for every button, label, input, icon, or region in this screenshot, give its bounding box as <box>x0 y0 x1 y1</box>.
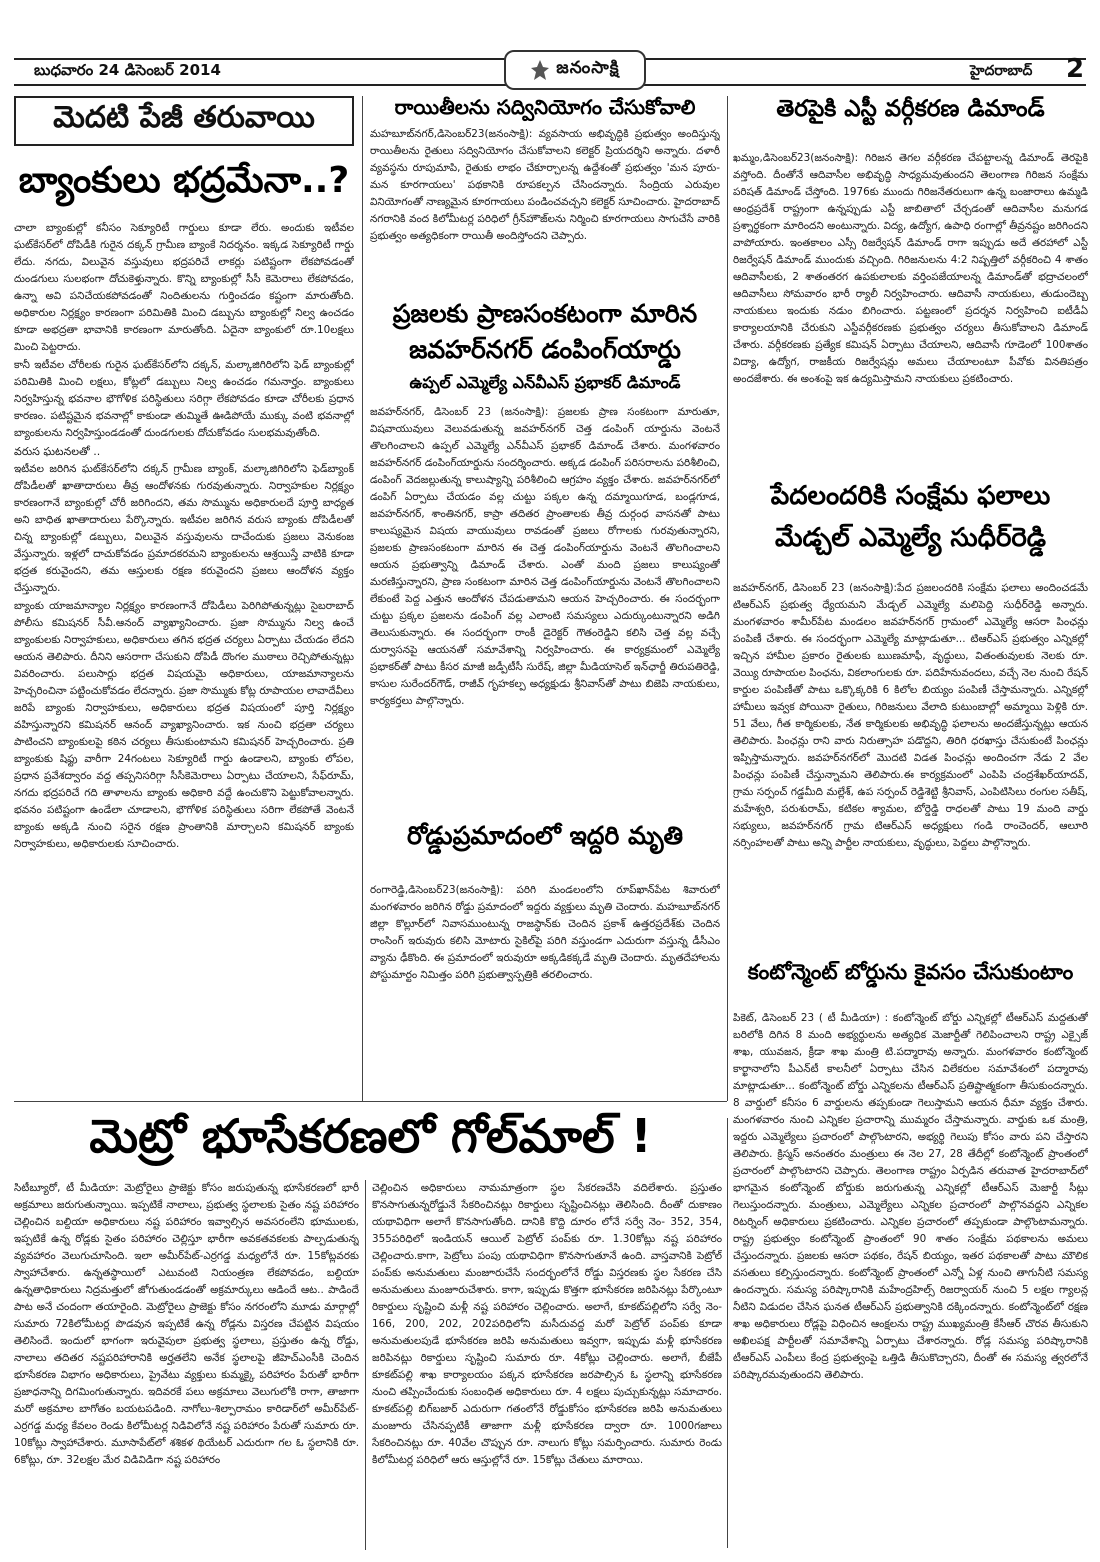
logo-text: జనంసాక్షి <box>556 58 620 78</box>
continued-from-front-box: మెదటి పేజీ తరువాయి <box>14 96 354 146</box>
metro-headline: మెట్రో భూసేకరణలో గోల్‌మాల్‌ ! <box>89 1109 652 1163</box>
banks-paragraph: బ్యాంకు యాజమాన్యాల నిర్లక్ష్యం కారణంగానే దోపిడీలు పెరిగిపోతున్నట్లు సైబరాబాద్‌ పోలీసు కమిషనర్‌ సీవీ.ఆనంద్‌ వ్యాఖ్యానించారు. ప్రజా సొమ్మును నిల్వ ఉంచే బ్యాంకులకు నిర్వాహకులు, అధికారులు తగిన భద్రత చర్యలు ఏర్పాటు చేయడం లేదని ఆయన తెలిపారు. దీనిని ఆసరాగా చేసుకుని దోపిడీ దొంగల ముఠాలు రెచ్చిపోతున్నట్లు వివరించారు. పలుసార్లు భద్రత విషయమై అధికారులు, యాజమాన్యాలను హెచ్చరించినా పట్టించుకోవడం లేదన్నారు. ప్రజా సొమ్ముకు కోట్ల రూపాయల లావాదేవీలు జరిపే బ్యాంకు నిర్వాహకులు, అధికారులు భద్రత విషయంలో పూర్తి నిర్లక్ష్యం వహిస్తున్నారని కమిషనర్‌ ఆనంద్‌ వ్యాఖ్యానించారు. ఇక నుంచి భద్రతా చర్యలు పాటించని బ్యాంకులపై కఠిన చర్యలు తీసుకుంటామని కమిషనర్‌ హెచ్చరించారు. ప్రతి బ్యాంకుకు షిఫ్టు వారీగా 24గంటలు సెక్యూరిటీ గార్డు ఉండాలని, బ్యాంకు లోపల, ప్రధాన ప్రవేశద్వారం వద్ద తప్పనిసరిగ్గా సీసీకెమెరాలు ఏర్పాటు చేయాలని, సేఫ్‌రూమ్‌, నగదు భద్రపరిచే గది తాళాలను బ్యాంకు అధికారి వద్దే ఉంచుకొని పెట్టుకోవాలన్నారు. భవనం పటిష్టంగా ఉండేలా చూడాలని, భౌగోళిక పరిస్థితులు సరిగా లేకపోతే వెంటనే బ్యాంకు అక్కడి నుంచి సరైన రక్షణ ప్రాంతానికి మార్చాలని కమిషనర్‌ బ్యాంకు నిర్వాహకులు, అధికారులకు సూచించారు. <box>14 600 354 850</box>
metro-article-body-col1: సిటీబ్యూరో, టీ మీడియా: మెట్రోరైలు ప్రాజెక్టు కోసం జరుపుతున్న భూసేకరణలో భారీ అక్రమాలు జరుగుతున్నాయి. ఇప్పటికే నాలాలు, ప్రభుత్వ స్థలాలకు సైతం నష్ట పరిహారం చెల్లించిన బల్దియా అధికారులు నష్ట పరిహారం ఇవ్వాల్సిన అవసరంలేని భూములకు, ఇప్పటికే ఉన్న రోడ్లకు సైతం పరిహారం చెల్లిస్తూ భారీగా అవకతవకలకు పాల్పడుతున్న వ్యవహారం వెలుగుచూసింది. ఇలా అమీర్‌పేట్‌-ఎర్రగడ్డ మధ్యలోనే రూ. 15కోట్లవరకు స్వాహాచేశారు. ఉన్నతస్థాయిలో ఎటువంటి నియంత్రణ లేకపోవడం, బల్దియా ఉన్నతాధికారులు నిద్రమత్తులో జోగుతుండడంతో అక్రమార్కులు ఆడిందే ఆట.. పాడిందే పాట అనే చందంగా తయారైంది. మెట్రోరైలు ప్రాజెక్టు కోసం నగరంలోని మూడు మార్గాల్లో సుమారు 72కిలోమీటర్ల పొడవున ఇప్పటికే ఉన్న రోడ్లను విస్తరణ చేపట్టిన విషయం తెలిసిందే. ఇందులో భాగంగా ఇరువైపులా ప్రభుత్వ స్థలాలు, ప్రస్తుతం ఉన్న రోడ్డు, నాలాలు తదితర నష్టపరిహారానికి అర్హతలేని అనేక స్థలాలపై జీహెచ్‌ఎంసీకి చెందిన భూసేకరణ విభాగం అధికారులు, ప్రైవేటు వ్యక్తులు కుమ్మక్కై పరిహారం పేరుతో భారీగా ప్రజాధనాన్ని దిగమింగుతున్నారు. ఇదివరకే పలు అక్రమాలు వెలుగులోకి రాగా, తాజాగా మరో అక్రమాల బాగోతం బయటపడింది. నాగోలు-శిల్పారామం కారిడార్‌లో అమీర్‌పేట్‌-ఎర్రగడ్డ మధ్య కేవలం రెండు కిలోమీటర్ల నిడివిలోనే నష్ట పరిహారం పేరుతో సుమారు రూ. 10కోట్లు స్వాహాచేశారు. మూసాపేట్‌లో శశికళ థియేటర్‌ ఎదురుగా గల ఓ స్థలానికి రూ. 6కోట్లు, రూ. 32లక్షల మేర విడివిడిగా నష్ట పరిహారం <box>14 1182 359 1466</box>
farmers-headline: రాయితీలను సద్వినియోగం చేసుకోవాలి <box>394 95 696 119</box>
dumping-headline-line1: ప్రజలకు ప్రాణసంకటంగా మారిన <box>392 299 698 328</box>
dumping-article-body: జవహర్‌నగర్‌, డిసెంబర్‌ 23 (జనంసాక్షి): ప్రజలకు ప్రాణ సంకటంగా మారుతూ, విషవాయువులు వెలువడుతున్న జవహర్‌నగర్‌ చెత్త డంపింగ్‌ యార్డును వెంటనే తొలగించాలని ఉప్పల్‌ ఎమ్మెల్యే ఎన్‌వీఎస్‌ ప్రభాకర్‌ డిమాండ్‌ చేశారు. మంగళవారం జవహర్‌నగర్‌ డంపింగ్‌యార్డును సందర్శించారు. అక్కడ డంపింగ్‌ పరిసరాలను పరిశీలించి, డంపింగ్‌ వెదజల్లుతున్న కాలుష్యాన్ని పరిశీలించి ఆగ్రహం వ్యక్తం చేశారు. జవహర్‌నగర్‌లో డంపిగ్‌ ఏర్పాటు చేయడం వల్ల చుట్టు పక్కల ఉన్న దమ్మాయిగూడ, బండ్లగూడ, జవహర్‌నగర్‌, శాంతినగర్‌, కాప్రా తదితర ప్రాంతాలకు తీవ్ర దుర్గంధ వాసనతో పాటు కాలుష్యమైన విషయ వాయువులు రావడంతో ప్రజలు రోగాలకు గురవుతున్నారని, ప్రజలకు ప్రాణసంకటంగా మారిన ఈ చెత్త డంపింగ్‌యార్డును వెంటనే తొలగించాలని ఆయన ప్రభుత్వాన్ని డిమాండ్‌ చేశారు. ఎంతో మంది ప్రజలు కాలుష్యంతో మరణిస్తున్నారని, ప్రాణ సంకటంగా మారిన చెత్త డంపింగ్‌యార్డును వెంటనే తొలగించాలని లేకుంటే పెద్ద ఎత్తున ఆందోళన చేపడుతామని ఆయన హెచ్చరించారు. ఈ సందర్భంగా చుట్టు ప్రక్కల ప్రజలను డంపింగ్‌ వల్ల ఎలాంటి సమస్యలు ఎదుర్కుంటున్నారని అడిగి తెలుసుకున్నారు. ఈ సందర్భంగా రాంకీ డైరెక్టర్‌ గౌతంరెడ్డిని కలిసి చెత్త వల్ల వచ్చే దుర్వాసనపై ఆయనతో సమావేశాన్ని నిర్వహించారు. ఈ కార్యక్రమంలో ఎమ్మెల్యే ప్రభాకర్‌తో పాటు కీసర మాజీ జడ్పీటీసీ సురేష్‌, జిల్లా మీడియాసెల్‌ ఇన్‌ఛార్జీ తిరుపతిరెడ్డి, కాసుల సురేందర్‌గౌడ్‌, రాజీవ్‌ గృహకల్ప అధ్యక్షుడు శ్రీనివాస్‌తో పాటు బిజెపి నాయకులు, కార్యకర్తలు పాల్గొన్నారు. <box>370 406 720 707</box>
welfare-headline-line2: మేడ్చల్‌ ఎమ్మెల్యే సుధీర్‌రెడ్డి <box>774 523 1047 553</box>
banks-article-body <box>14 220 354 1105</box>
edition-city: హైదరాబాద్ <box>970 62 1033 79</box>
column-divider <box>362 96 363 1101</box>
dumping-subheadline: ఉప్పల్‌ ఎమ్మెల్యే ఎన్‌వీఎస్‌ ప్రభాకర్‌ డిమాండ్‌ <box>409 373 681 392</box>
metro-article-body-col2: చెల్లించిన అధికారులు నామమాత్రంగా స్థల సేకరణచేసి వదిలేశారు. ప్రస్తుతం కొనసాగుతున్నరోడ్డునే సేకరించినట్లు రికార్డులు సృష్టించినట్లు తెలిసింది. దీంతో దుకాణం యథావిధిగా అలాగే కొనసాగుతోంది. దానికి కొద్ది దూరం లోనే సర్వే నెం- 352, 354, 355పరిధిలో ఇండియన్‌ ఆయిల్‌ పెట్రోల్‌ పంప్‌కు రూ. 1.30కోట్లు నష్ట పరిహారం చెల్లించారు.కాగా, పెట్రోలు పంపు యథావిధిగా కొనసాగుతూనే ఉంది. వాస్తవానికి పెట్రోల్‌ పంప్‌కు అనుమతులు మంజూరుచేసే సందర్భంలోనే రోడ్డు విస్తరణకు స్థల సేకరణ చేసి అనుమతులు మంజూరుచేశారు. కాగా, ఇప్పుడు కొత్తగా భూసేకరణ జరిపినట్లు పేర్కొంటూ రికార్డులు సృష్టించి మళ్లీ నష్ట పరిహారం చెల్లించారు. అలాగే, కూకట్‌పల్లిలోని సర్వే నెం- 166, 200, 202, 202పరిధిలోని మసీదువద్ద మరో పెట్రోల్‌ పంప్‌కు కూడా అనుమతులపుడే భూసేకరణ జరిపి అనుమతులు ఇవ్వగా, ఇప్పుడు మళ్లీ భూసేకరణ జరిపినట్లు రికార్డులు సృష్టించి సుమారు రూ. 4కోట్లు చెల్లించారు. అలాగే, బీజేపీ కూకట్‌పల్లి శాఖ కార్యాలయం పక్కన భూసేకరణ జరపాల్సిన ఓ స్థలాన్ని భూసేకరణ నుంచి తప్పించేందుకు సంబంధిత అధికారులు రూ. 4 లక్షలు పుచ్చుకున్నట్లు సమాచారం. కూకట్‌పల్లి బిగ్‌బజార్‌ ఎదురుగా గతంలోనే రోడ్డుకోసం భూసేకరణ జరిపి అనుమతులు మంజూరు చేసినప్పటికీ తాజాగా మళ్లీ భూసేకరణ ద్వారా రూ. 1000గజాలు సేకరించినట్లు రూ. 40వేల చొప్పున రూ. నాలుగు కోట్లు సమర్పించారు. సుమారు రెండు కిలోమీటర్ల పరిధిలో ఆరు ఆస్తుల్లోనే రూ. 15కోట్లు చేతులు మారాయి. <box>372 1182 722 1466</box>
st-headline: తెరపైకి ఎస్టీ వర్గీకరణ డిమాండ్‌ <box>776 96 1045 122</box>
column-divider <box>727 1118 728 1548</box>
st-article-body: ఖమ్మం,డిసెంబర్‌23(జనంసాక్షి): గిరిజన తెగల వర్గీకరణ చేపట్టాలన్న డిమాండ్‌ తెరపైకి వస్తోంది. దీంతోనే ఆదివాసీల అభివృద్ధి సాధ్యమవుతుందని తెలంగాణ గిరిజన సంక్షేమ పరిషత్‌ డిమాండ్‌ చేస్తోంది. 1976కు ముందు గిరిజనేతరులుగా ఉన్న బంజారాలు ఉమ్మడి ఆంధ్రప్రదేశ్‌ రాష్ట్రంగా ఉన్నప్పుడు ఎస్టీ జాబితాలో చేర్చడంతో ఆదివాసీల మనుగడ ప్రశ్నార్థకంగా మారిందని అంటున్నారు. విద్య, ఉద్యోగ, ఉపాధి రంగాల్లో తీవ్రనష్టం జరిగిందని వాపోయారు. ఇంతకాలం ఎస్సీ రిజర్వేషన్‌ డిమాండ్‌ రాగా ఇప్పుడు అదే తరహాలో ఎస్టీ రిజర్వేషన్‌ డిమాండ్‌ ముందుకు వచ్చింది. గిరిజనులను 4:2 నిష్పత్తిలో వర్గీకరించి 4 శాతం ఆదివాసీలకు, 2 శాతంతరగ ఉపకులాలకు వర్తింపజేయాలన్న డిమాండ్‌తో భద్రాచలంలో ఆదివాసీలు సోమవారం భారీ ర్యాలీ నిర్వహించారు. ఆదివాసీ నాయకులు, తుడుందెబ్బ నాయకులు ఇందుకు నడుం బిగించారు. పట్టణంలో ప్రదర్శన నిర్వహించి ఐటీడీఏ కార్యాలయానికి చేరుకుని ఎస్టీవర్గీకరణకు ప్రభుత్వం చర్యలు తీసుకోవాలని డిమాండ్‌ చేశారు. వర్గీకరణకు ప్రత్యేక కమిషన్‌ ఏర్పాటు చేయాలని, ఆదివాసీ గూడెంలో 100శాతం విద్యా, ఉద్యోగ, రాజకీయ రిజర్వేషన్లు అమలు చేయాలంటూ పీవోకు వినతిపత్రం అందజేశారు. ఈ అంశంపై ఇక ఉద్యమిస్తామని నాయకులు ప్రకటించారు. <box>733 152 1088 385</box>
banks-subhead: వరుస ఘటనలతో .. <box>14 445 101 458</box>
column-divider <box>365 1180 366 1550</box>
cantonment-headline: కంటోన్మెంట్‌ బోర్డును కైవసం చేసుకుంటాం <box>747 960 1074 984</box>
issue-date: బుధవారం 24 డిసెంబర్ 2014 <box>34 61 221 79</box>
newspaper-logo <box>504 50 646 90</box>
masthead <box>14 54 1086 86</box>
banks-headline: బ్యాంకులు భద్రమేనా..? <box>18 160 350 201</box>
banks-paragraph: కానీ ఇటీవల చోరీలకు గురైన ఘట్‌కేసర్‌లోని దక్కన్‌, మల్కాజిగిరిలోని ఫెడ్‌ బ్యాంకుల్లో పరిమితికి మించి లక్షలు, కోట్లలో డబ్బులు నిల్వ ఉంచడం గమనార్హం. బ్యాంకులు నిర్వహిస్తున్న భవనాల భౌగోళిక పరిస్థితులు సరిగ్గా లేకపోవడం కూడా చోరీలకు ప్రధాన కారణం. పటిష్టమైన భవనాల్లో కాకుండా తుమ్మితే ఊడిపోయే ముక్కు వంటి భవనాల్లో బ్యాంకులను నిర్వహిస్తుండడంతో దుండగులకు దోచుకోవడం సులభమవుతోంది. <box>14 359 354 439</box>
accident-article-body: రంగారెడ్డి,డిసెంబర్‌23(జనంసాక్షి): పరిగి మండలంలోని రూప్‌ఖాన్‌పేట శివారులో మంగళవారం జరిగిన రోడ్డు ప్రమాదంలో ఇద్దరు వ్యక్తులు మృతి చెందారు. మహబూబ్‌నగర్‌ జిల్లా కొల్లూర్‌లో నివాసముంటున్న రాజస్థాన్‌కు చెందిన ప్రకాశ్‌ ఉత్తరప్రదేశ్‌కు చెందిన రాంసింగ్‌ ఇరువురు కలిసి మోటారు సైకిల్‌పై పరిగి వస్తుండగా ఎదురుగా వస్తున్న డీసీఎం వ్యాను ఢీకొంది. ఈ ప్రమాదంలో ఇరువురూ అక్కడికక్కడే మృతి చెందారు. మృతదేహాలను పోస్టుమార్టం నిమిత్తం పరిగి ప్రభుత్వాస్పత్రికి తరలించారు. <box>370 884 720 981</box>
logo-emblem-icon <box>530 59 550 81</box>
welfare-headline-line1: పేదలందరికి సంక్షేమ ఫలాలు <box>770 481 1051 511</box>
page-number: 2 <box>1066 54 1085 84</box>
banks-paragraph: చాలా బ్యాంకుల్లో కనీసం సెక్యూరిటీ గార్డులు కూడా లేరు. అందుకు ఇటీవల ఘట్‌కేసర్‌లో దోపిడీకి గురైన దక్కన్‌ గ్రామీణ బ్యాంకే నిదర్శనం. ఇక్కడ సెక్యూరిటీ గార్డు లేదు. నగదు, విలువైన వస్తువులు భద్రపరిచే లాకర్లు పటిష్టంగా లేకపోవడంతో దుండగులు సులభంగా దోచుకెళ్తున్నారు. కొన్ని బ్యాంకుల్లో సీసీ కెమెరాలు లేకపోవడం, ఉన్నా అవి పనిచేయకపోవడంతో నిందితులను గుర్తించడం కష్టంగా మారుతోంది. అధికారుల నిర్లక్ష్యం కారణంగా పరిమితికి మించి డబ్బును బ్యాంకుల్లో నిల్వ ఉంచడం కూడా అభద్రతా భావానికి కారణంగా మారుతోంది. ఏదైనా బ్యాంకులో రూ.10లక్షలు మించి పెట్టరాదు. <box>14 222 354 353</box>
banks-paragraph: ఇటీవల జరిగిన ఘట్‌కేసర్‌లోని దక్కన్‌ గ్రామీణ బ్యాంక్‌, మల్కాజిగిరిలోని ఫెడ్‌బ్యాంక్‌ దోపిడీలతో ఖాతాదారులు తీవ్ర ఆందోళనకు గురవుతున్నారు. నిర్వాహకుల నిర్లక్ష్యం కారణంగానే బ్యాంకుల్లో చోరీ జరిగిందని, తమ సొమ్మును అధికారులదే పూర్తి బాధ్యత అని బాధిత ఖాతాదారులు పేర్కొన్నారు. ఇటీవల జరిగిన వరుస బ్యాంకు దోపిడీలతో చిన్న బ్యాంకుల్లో డబ్బులు, విలువైన వస్తువులను దాచేందుకు ప్రజలు వెనుకంజ వేస్తున్నారు. ఇళ్లలో దాచుకోవడం ప్రమాదకరమని బ్యాంకులను ఆశ్రయిస్తే వాటికి కూడా భద్రత కరువైందని, తమ ఆస్తులకు రక్షణ కరువైందని ప్రజలు ఆందోళన వ్యక్తం చేస్తున్నారు. <box>14 463 354 594</box>
farmers-article-body: మహబూబ్‌నగర్‌,డిసెంబర్‌23(జనంసాక్షి): వ్యవసాయ అభివృద్ధికి ప్రభుత్వం అందిస్తున్న రాయితీలను రైతులు సద్వినియోగం చేసుకోవాలని కలెక్టర్‌ ప్రియదర్శిని అన్నారు. దళారీ వ్యవస్థను రూపుమాపి, రైతుకు లాభం చేకూర్చాలన్న ఉద్దేశంతో ప్రభుత్వం 'మన పూరు-మన కూరగాయలు' పథకానికి రూపకల్పన చేసిందన్నారు. సేంద్రియ ఎరువుల వినియోగంతో నాణ్యమైన కూరగాయలు పండించవచ్చని కలెక్టర్‌ సూచించారు. హైదరాబాద్‌ నగరానికి వంద కిలోమీటర్ల పరిధిలో గ్రీన్‌హౌజ్‌లను నిర్మించి కూరగాయలు సాగుచేసే వారికి ప్రభుత్వం అత్యధికంగా రాయితీ అందిస్తోందని చెప్పారు. <box>370 128 720 242</box>
welfare-article-body: జవహర్‌నగర్‌, డిసెంబర్‌ 23 (జనంసాక్షి):పేద ప్రజలందరికి సంక్షేమ ఫలాలు అందించడమే టిఆర్‌ఎస్‌ ప్రభుత్వ ధ్యేయమని మేడ్చల్‌ ఎమ్మెల్యే మలిపెద్ది సుధీర్‌రెడ్డి అన్నారు. మంగళవారం శామీర్‌పేట మండలం జవహర్‌నగర్‌ గ్రామంలో ఎమ్మెల్యే ఆసరా పింఛన్లు పంపిణీ చేశారు. ఈ సందర్భంగా ఎమ్మెల్యే మాట్లాడుతూ... టిఆర్‌ఎస్‌ ప్రభుత్వం ఎన్నికల్లో ఇచ్చిన హామీల ప్రకారం రైతులకు ఋణమాఫీ, వృద్ధులు, వితంతువులకు నెలకు రూ. వెయ్యి రూపాయల పింఛను, వికలాంగులకు రూ. పదిహేనువందలు, వచ్చే నెల నుంచి రేషన్‌ కార్డుల పంపిణీతో పాటు ఒక్కొక్కరికి 6 కిలోల బియ్యం పంపిణీ చేస్తామన్నారు. ఎన్నికల్లో హామీలు ఇవ్వక పోయినా రైతులు, గిరిజనులు వేలాది కుటుంబాల్లో అమ్మాయి పెళ్లికి రూ. 51 వేలు, గీత కార్మికులకు, నేత కార్మికులకు అభివృద్ధి ఫలాలను అందజేస్తున్నట్లు ఆయన తెలిపారు. పింఛన్లు రాని వారు నిరుత్సాహ పడొద్దని, తిరిగి ధరఖాస్తు చేసుకుంటే పింఛన్లు ఇప్పిస్తామన్నారు. జవహర్‌నగర్‌లో మొదటి విడత పింఛన్లు అందించగా నేడు 2 వేల పింఛన్లు పంపిణీ చేస్తున్నామని తెలిపారు.ఈ కార్యక్రమంలో ఎంపిపి చంద్రశేఖర్‌యాదవ్‌, గ్రామ సర్పంచ్‌ గడ్డమీది మల్లేశ్‌, ఉప సర్పంచ్‌ రెడ్డిశెట్టి శ్రీనివాస్‌, ఎంపిటిసిలు రంగుల సతీష్‌, మహేశ్వరి, పరుశురామ్‌, కటికల శ్యామల, బోర్డెడ్డి రాధలతో పాటు 19 మంది వార్డు సభ్యులు, జవహర్‌నగర్‌ గ్రామ టిఆర్‌ఎస్‌ అధ్యక్షులు గండి రాంచెందర్‌, ఆలూరి నర్సింహలతో పాటు అన్ని పార్టీల నాయకులు, వృద్ధులు, పెద్దలు పాల్గొన్నారు. <box>733 582 1088 849</box>
column-divider <box>727 96 728 1101</box>
dumping-headline-line2: జవహర్‌నగర్‌ డంపింగ్‌యార్డు <box>409 335 681 364</box>
cantonment-article-body: పికెట్‌, డిసెంబర్‌ 23 ( టీ మీడియా) : కంటోన్మెంట్‌ బోర్డు ఎన్నికల్లో టీఆర్‌ఎస్‌ మద్దతుతో బరిలోకి దిగిన 8 మంది అభ్యర్థులను అత్యధిక మెజార్టీతో గెలిపించాలని రాష్ట్ర ఎక్సైజ్‌ శాఖ, యువజన, క్రీడా శాఖ మంత్రి టి.పద్మారావు అన్నారు. మంగళవారం కంటోన్మెంట్‌ కార్ఖానాలోని పీఎన్‌టీ కాలనీలో ఏర్పాటు చేసిన విలేకరుల సమావేశంలో పద్మారావు మాట్లాడుతూ... కంటోన్మెంట్‌ బోర్డు ఎన్నికలను టీఆర్‌ఎస్‌ ప్రతిష్టాత్మకంగా తీసుకుందన్నారు. 8 వార్డులో కనీసం 6 వార్డులను తప్పకుండా గెలుస్తామని ఆయన ధీమా వ్యక్తం చేశారు. మంగళవారం నుంచి ఎన్నికల ప్రచారాన్ని ముమ్మరం చేస్తామన్నారు. వార్డుకు ఒక మంత్రి, ఇద్దరు ఎమ్మెల్యేలు ప్రచారంలో పాల్గొంటారని, అభ్యర్థి గెలుపు కోసం వారు పని చేస్తారని తెలిపారు. క్రిస్మస్‌ అనంతరం మంత్రులు ఈ నెల 27, 28 తేదీల్లో కంటోన్మెంట్‌ ప్రాంతంలో ప్రచారంలో పాల్గొంటారని చెప్పారు. తెలంగాణ రాష్ట్రం ఏర్పడిన తరువాత హైదరాబాద్‌లో భాగమైన కంటోన్మెంట్‌ బోర్డుకు జరుగుతున్న ఎన్నికల్లో టీఆర్‌ఎస్‌ మెజార్టీ సీట్లు గెలుస్తుందన్నారు. మంత్రులు, ఎమ్మెల్యేలు ఎన్నికల ప్రచారంలో పాల్గొనవద్దని ఎన్నికల రిటర్నింగ్‌ అధికారులు ప్రకటించారు. ఎన్నికల ప్రచారంలో తప్పకుండా పాల్గొంటామన్నారు. రాష్ట్ర ప్రభుత్వం కంటోన్మెంట్‌ ప్రాంతంలో 90 శాతం సంక్షేమ పథకాలను అమలు చేస్తుందన్నారు. ప్రజలకు ఆసరా పథకం, రేషన్‌ బియ్యం, ఇతర పథకాలతో పాటు మౌలిక వసతులు కల్పిస్తుందన్నారు. కంటోన్మెంట్‌ ప్రాంతంలో ఎన్నో ఏళ్ల నుంచి తాగునీటి సమస్య ఉందన్నారు. సమస్య పరిష్కారానికి మహేంద్రహిల్స్‌ రిజర్వాయర్‌ నుంచి 5 లక్షల గ్యాలన్ల నీటిని విడుదల చేసిన ఘనత టీఆర్‌ఎస్‌ ప్రభుత్వానికి దక్కిందన్నారు. కంటోన్మెంట్‌లో రక్షణ శాఖ అధికారులు రోడ్లపై విధించిన ఆంక్షలను రాష్ట్ర ముఖ్యమంత్రి కేసీఆర్‌ చొరవ తీసుకుని అఖిలపక్ష పార్టీలతో సమావేశాన్ని ఏర్పాటు చేశారన్నారు. రోడ్ల సమస్య పరిష్కారానికి టీఆర్‌ఎస్‌ ఎంపీలు కేంద్ర ప్రభుత్వంపై ఒత్తిడి తీసుకొచ్చారని, దీంతో ఈ సమస్య త్వరలోనే పరిష్కారమవుతుందని తెలిపారు. <box>733 1012 1088 1381</box>
accident-headline: రోడ్డుప్రమాదంలో ఇద్దరి మృతి <box>406 821 684 850</box>
